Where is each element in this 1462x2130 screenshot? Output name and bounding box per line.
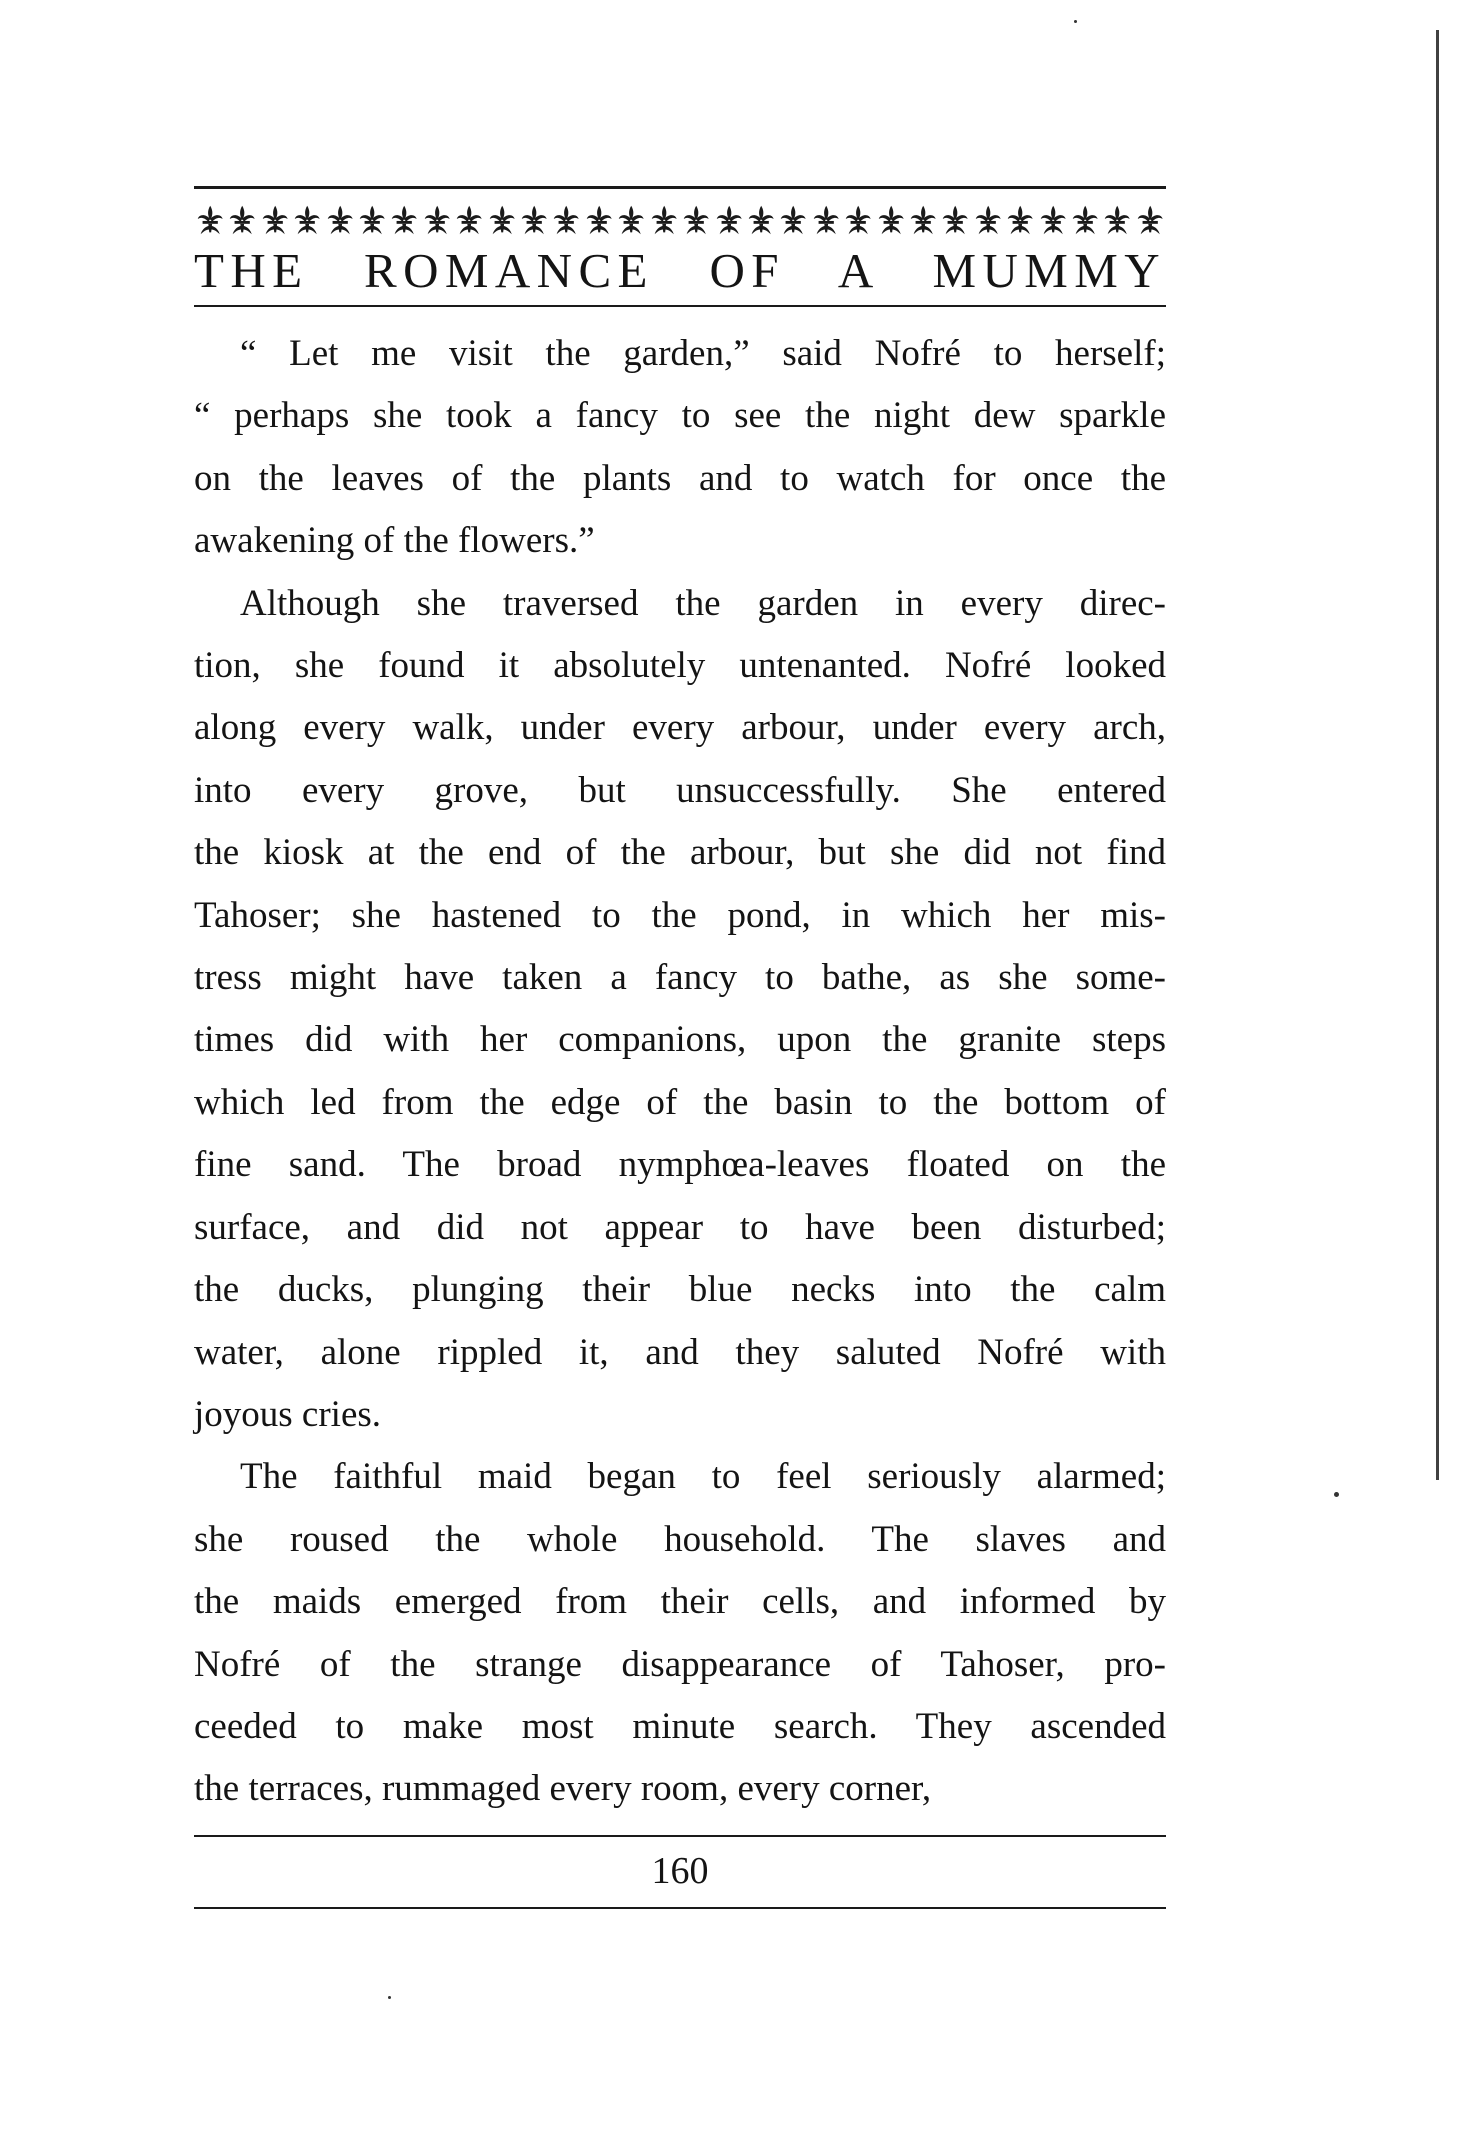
text-line: awakening of the flowers.”: [194, 520, 595, 562]
book-page: [194, 186, 1166, 1909]
text-line: along every walk, under every arbour, under every arch,: [194, 707, 1166, 749]
text-line: times did with her companions, upon the granite steps: [194, 1019, 1166, 1061]
paragraph: [194, 1446, 1166, 1820]
fleur-de-lis-icon: [583, 203, 615, 237]
fleur-de-lis-icon: [680, 203, 712, 237]
text-line: which led from the edge of the basin to the bottom of: [194, 1081, 1166, 1123]
text-line: Nofré of the strange disappearance of Tahoser, pro-: [194, 1643, 1166, 1685]
fleur-de-lis-icon: [842, 203, 874, 237]
text-line: the maids emerged from their cells, and informed by: [194, 1581, 1166, 1623]
text-line: Tahoser; she hastened to the pond, in which her mis-: [194, 894, 1166, 936]
page-edge-shadow: [1434, 30, 1440, 1480]
text-line: into every grove, but unsuccessfully. She entered: [194, 769, 1166, 811]
text-line: she roused the whole household. The slaves and: [194, 1518, 1166, 1560]
fleur-de-lis-icon: [356, 203, 388, 237]
text-line: the kiosk at the end of the arbour, but she did not find: [194, 832, 1166, 874]
fleur-de-lis-icon: [777, 203, 809, 237]
text-line: surface, and did not appear to have been disturbed;: [194, 1206, 1166, 1248]
text-line: water, alone rippled it, and they saluted Nofré with: [194, 1331, 1166, 1373]
fleur-de-lis-icon: [194, 203, 226, 237]
fleur-de-lis-icon: [810, 203, 842, 237]
fleur-de-lis-icon: [648, 203, 680, 237]
fleur-de-lis-icon: [550, 203, 582, 237]
fleur-de-lis-icon: [713, 203, 745, 237]
text-line: joyous cries.: [194, 1393, 382, 1435]
paragraph: [194, 323, 1166, 573]
fleur-de-lis-icon: [1101, 203, 1133, 237]
fleur-de-lis-icon: [291, 203, 323, 237]
fleur-de-lis-icon: [907, 203, 939, 237]
header-top-rule: [194, 186, 1166, 189]
paper-speck: [1074, 20, 1077, 23]
fleur-de-lis-icon: [972, 203, 1004, 237]
footer-top-rule: [194, 1835, 1166, 1837]
page-number: 160: [651, 1849, 709, 1892]
ornament-band: [194, 203, 1166, 237]
fleur-de-lis-icon: [939, 203, 971, 237]
fleur-de-lis-icon: [875, 203, 907, 237]
fleur-de-lis-icon: [324, 203, 356, 237]
fleur-de-lis-icon: [1037, 203, 1069, 237]
text-line: tress might have taken a fancy to bathe, as she some-: [194, 957, 1166, 999]
running-title: THE ROMANCE OF A MUMMY: [194, 243, 1166, 298]
text-line: tion, she found it absolutely untenanted. Nofré looked: [194, 645, 1166, 687]
text-line: The faithful maid began to feel seriously alarmed;: [240, 1456, 1166, 1498]
paper-speck: [388, 1996, 391, 1999]
text-line: on the leaves of the plants and to watch for once the: [194, 457, 1166, 499]
text-line: “ Let me visit the garden,” said Nofré to herself;: [240, 333, 1166, 374]
paragraph: [194, 573, 1166, 1447]
fleur-de-lis-icon: [615, 203, 647, 237]
fleur-de-lis-icon: [1004, 203, 1036, 237]
fleur-de-lis-icon: [388, 203, 420, 237]
text-line: the terraces, rummaged every room, every corner,: [194, 1768, 932, 1810]
fleur-de-lis-icon: [1069, 203, 1101, 237]
text-line: ceeded to make most minute search. They ascended: [194, 1705, 1166, 1747]
text-line: Although she traversed the garden in every direc-: [240, 582, 1166, 624]
header-bottom-rule: [194, 305, 1166, 307]
fleur-de-lis-icon: [259, 203, 291, 237]
text-line: “ perhaps she took a fancy to see the night dew sparkle: [194, 395, 1166, 437]
fleur-de-lis-icon: [518, 203, 550, 237]
body-text: [194, 323, 1166, 1821]
fleur-de-lis-icon: [421, 203, 453, 237]
fleur-de-lis-icon: [745, 203, 777, 237]
text-line: fine sand. The broad nymphœa-leaves floated on the: [194, 1144, 1166, 1186]
fleur-de-lis-icon: [486, 203, 518, 237]
paper-speck: [1334, 1492, 1339, 1497]
text-line: the ducks, plunging their blue necks into the calm: [194, 1269, 1166, 1311]
fleur-de-lis-icon: [1134, 203, 1166, 237]
fleur-de-lis-icon: [453, 203, 485, 237]
fleur-de-lis-icon: [226, 203, 258, 237]
footer-bottom-rule: [194, 1907, 1166, 1909]
